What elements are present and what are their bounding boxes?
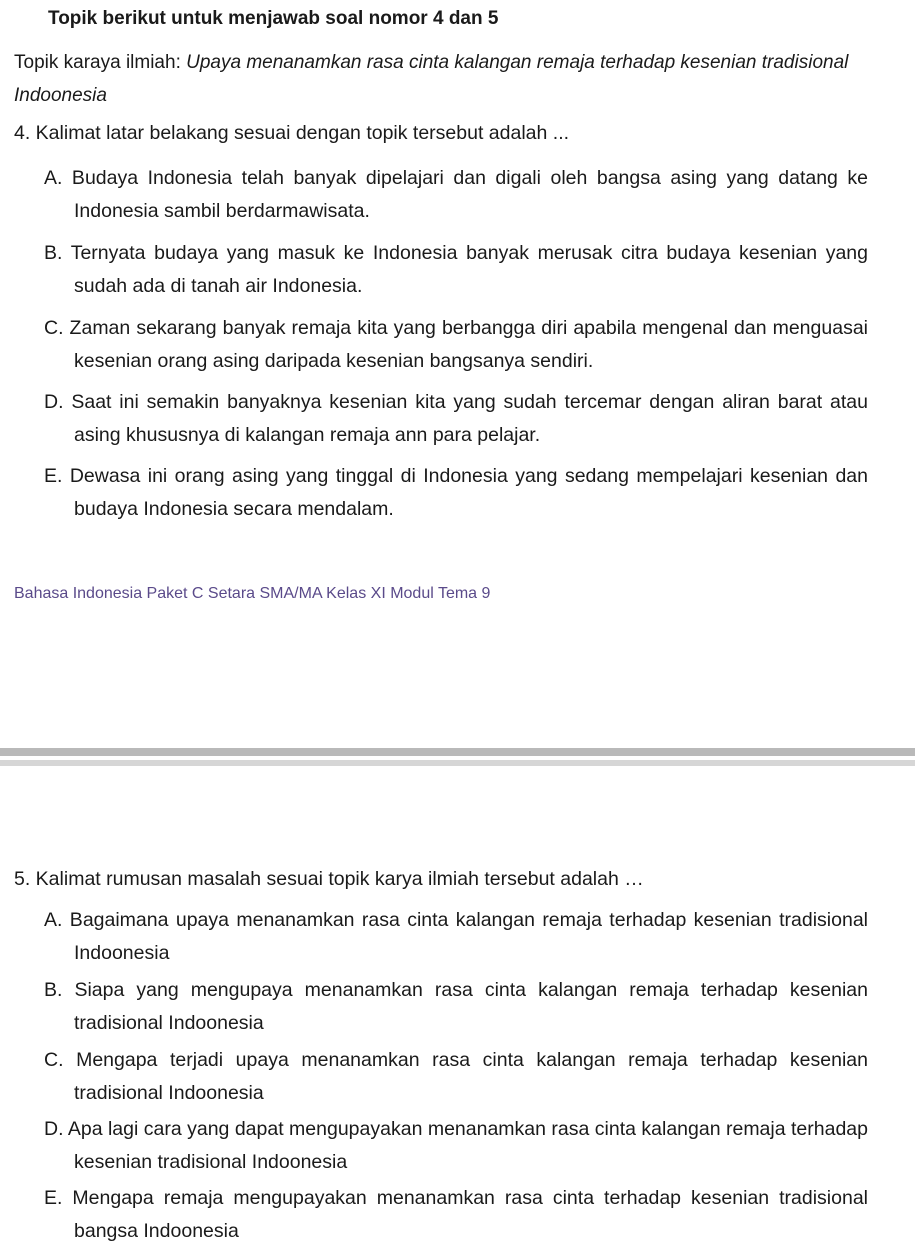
q4-option-d: D. Saat ini semakin banyaknya kesenian kita yang sudah tercemar dengan aliran barat atau asing khususnya di kalangan remaja ann para pelajar. xyxy=(44,391,868,446)
q5-option-e: E. Mengapa remaja mengupayakan menanamkan rasa cinta terhadap kesenian tradisional bangsa Indoonesia xyxy=(44,1187,868,1242)
q5-option-d: D. Apa lagi cara yang dapat mengupayakan menanamkan rasa cinta kalangan remaja terhadap kesenian tradisional Indoonesia xyxy=(44,1118,868,1173)
section-heading: Topik berikut untuk menjawab soal nomor 4 dan 5 xyxy=(48,8,499,29)
page-separator-light xyxy=(0,760,915,766)
q4-option-b: B. Ternyata budaya yang masuk ke Indonesia banyak merusak citra budaya kesenian yang sudah ada di tanah air Indonesia. xyxy=(44,242,868,297)
q4-option-a: A. Budaya Indonesia telah banyak dipelajari dan digali oleh bangsa asing yang datang ke Indonesia sambil berdarmawisata. xyxy=(44,167,868,222)
q5-option-b: B. Siapa yang mengupaya menanamkan rasa cinta kalangan remaja terhadap kesenian tradisional Indoonesia xyxy=(44,979,868,1034)
question-4: 4. Kalimat latar belakang sesuai dengan topik tersebut adalah ... xyxy=(14,122,570,144)
question-5: 5. Kalimat rumusan masalah sesuai topik karya ilmiah tersebut adalah … xyxy=(14,868,644,890)
topic-label: Topik karaya ilmiah: xyxy=(14,52,181,73)
topic-value: Upaya menanamkan rasa cinta kalangan remaja terhadap kesenian tradisional Indoonesia xyxy=(14,52,849,106)
page-footer: Bahasa Indonesia Paket C Setara SMA/MA Kelas XI Modul Tema 9 xyxy=(14,585,491,602)
q4-option-e: E. Dewasa ini orang asing yang tinggal di Indonesia yang sedang mempelajari kesenian dan budaya Indonesia secara mendalam. xyxy=(44,465,868,520)
page-separator xyxy=(0,748,915,756)
q5-option-a: A. Bagaimana upaya menanamkan rasa cinta kalangan remaja terhadap kesenian tradisional Indoonesia xyxy=(44,909,868,964)
q5-option-c: C. Mengapa terjadi upaya menanamkan rasa cinta kalangan remaja terhadap kesenian tradisional Indoonesia xyxy=(44,1049,868,1104)
page-bottom xyxy=(0,768,915,1244)
q4-option-c: C. Zaman sekarang banyak remaja kita yang berbangga diri apabila mengenal dan menguasai kesenian orang asing daripada kesenian bangsanya sendiri. xyxy=(44,317,868,372)
topic-line xyxy=(14,46,874,112)
